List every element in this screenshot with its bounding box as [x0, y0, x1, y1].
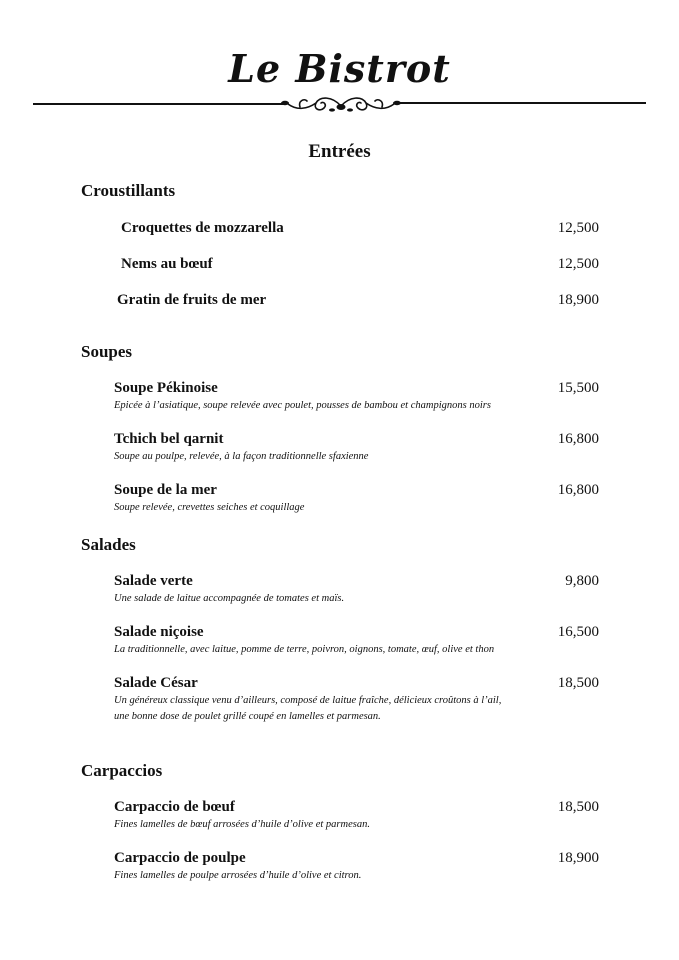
menu-item-name: Soupe de la mer [114, 482, 217, 498]
menu-item-name: Tchich bel qarnit [114, 431, 224, 447]
menu-item-name: Soupe Pékinoise [114, 380, 218, 396]
menu-item-name: Salade niçoise [114, 624, 204, 640]
menu-item-name: Croquettes de mozzarella [121, 220, 284, 236]
menu-item-description: Un généreux classique venu d’ailleurs, composé de laitue fraîche, délicieux croûtons à l’ail, [114, 695, 502, 706]
menu-item-price: 16,500 [557, 624, 599, 640]
menu-item-description: Soupe relevée, crevettes seiches et coquillage [114, 502, 305, 513]
menu-item-price: 15,500 [557, 380, 599, 396]
menu-item-description: La traditionnelle, avec laitue, pomme de terre, poivron, oignons, tomate, œuf, olive et thon [114, 644, 495, 655]
menu-item-name: Nems au bœuf [121, 256, 213, 272]
ornament-flourish-icon [280, 90, 402, 116]
menu-item-name: Carpaccio de poulpe [114, 850, 246, 866]
menu-item-description: Fines lamelles de bœuf arrosées d’huile d’olive et parmesan. [114, 819, 370, 830]
menu-item-price: 18,900 [557, 850, 599, 866]
menu-item-price: 9,800 [565, 573, 599, 589]
restaurant-logo: Le Bistrot [228, 46, 451, 91]
menu-item-name: Carpaccio de bœuf [114, 799, 235, 815]
menu-item-description: Soupe au poulpe, relevée, à la façon traditionnelle sfaxienne [114, 451, 369, 462]
menu-item-description-continued: une bonne dose de poulet grillé coupé en lamelles et parmesan. [114, 711, 381, 722]
menu-item-price: 12,500 [557, 220, 599, 236]
menu-item-description: Epicée à l’asiatique, soupe relevée avec poulet, pousses de bambou et champignons noirs [114, 400, 491, 411]
menu-item-price: 18,500 [557, 799, 599, 815]
menu-item-price: 12,500 [557, 256, 599, 272]
menu-item-name: Gratin de fruits de mer [117, 292, 267, 308]
header-rule-left [33, 103, 285, 105]
menu-item-name: Salade César [114, 675, 198, 691]
header-rule-right [396, 102, 646, 104]
menu-item-description: Une salade de laitue accompagnée de tomates et maïs. [114, 593, 345, 604]
menu-item-price: 16,800 [557, 482, 599, 498]
section-title-entrees: Entrées [308, 141, 371, 162]
menu-item-name: Salade verte [114, 573, 193, 589]
category-title-carpaccios: Carpaccios [81, 761, 163, 780]
category-title-soupes: Soupes [81, 342, 133, 361]
category-title-salades: Salades [81, 535, 136, 554]
menu-item-price: 18,900 [557, 292, 599, 308]
menu-item-price: 16,800 [557, 431, 599, 447]
menu-item-description: Fines lamelles de poulpe arrosées d’huile d’olive et citron. [114, 870, 362, 881]
category-title-croustillants: Croustillants [81, 181, 176, 200]
menu-item-price: 18,500 [557, 675, 599, 691]
